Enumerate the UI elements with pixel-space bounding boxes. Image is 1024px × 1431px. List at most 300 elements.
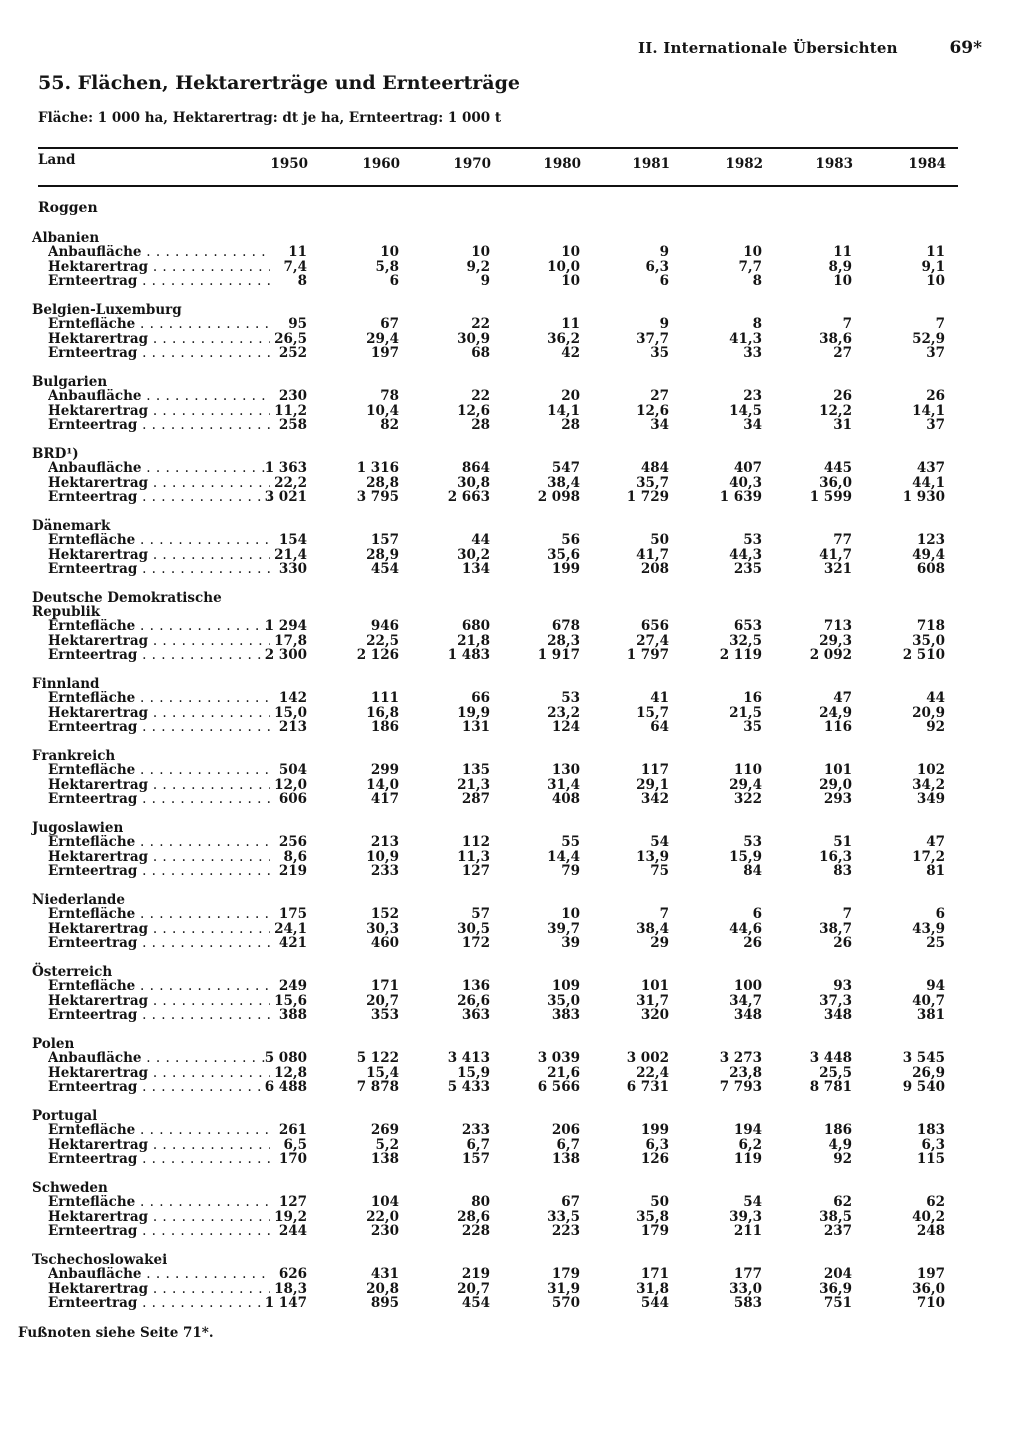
table-cell: 504 (278, 762, 307, 778)
table-cell: 2 098 (537, 489, 580, 505)
table-cell: 38,6 (819, 330, 852, 347)
table-cell: 230 (370, 1223, 399, 1239)
table-cell: 10 (380, 244, 399, 260)
table-cell: 11,3 (457, 848, 490, 865)
table-cell: 9 (480, 273, 490, 289)
table-cell: 38,5 (819, 1208, 852, 1225)
table-row (22, 389, 972, 404)
row-label: Hektarertrag . . . (48, 778, 270, 793)
country-name: Albanien (32, 230, 100, 246)
country-rows (22, 763, 972, 807)
table-cell: 287 (461, 791, 490, 807)
table-cell: 1 639 (719, 489, 762, 505)
table-cell: 136 (461, 978, 490, 994)
table-cell: 230 (278, 388, 307, 404)
table-cell: 20,7 (366, 992, 399, 1009)
table-cell: 29,0 (819, 776, 852, 793)
table-cell: 53 (743, 532, 762, 548)
table-cell: 17,8 (274, 632, 307, 649)
table-cell: 38,7 (819, 920, 852, 937)
table-cell: 186 (823, 1122, 852, 1138)
table-cell: 26 (743, 935, 762, 951)
table-cell: 130 (551, 762, 580, 778)
table-cell: 27,4 (636, 632, 669, 649)
table-cell: 33 (743, 345, 762, 361)
table-cell: 7,4 (283, 258, 307, 275)
row-label: Hektarertrag . . . (48, 476, 270, 491)
table-cell: 30,2 (457, 546, 490, 563)
table-cell: 44,1 (912, 474, 945, 491)
table-row (22, 476, 972, 491)
table-row (22, 1123, 972, 1138)
country-block (22, 677, 972, 749)
table-cell: 206 (551, 1122, 580, 1138)
table-cell: 3 545 (902, 1050, 945, 1066)
table-cell: 44 (926, 690, 945, 706)
table-cell: 152 (370, 906, 399, 922)
table-row (22, 332, 972, 347)
table-cell: 233 (370, 863, 399, 879)
table-cell: 12,0 (274, 776, 307, 793)
table-cell: 454 (461, 1295, 490, 1311)
row-label: Ernteertrag . . . (48, 1224, 270, 1239)
table-cell: 348 (733, 1007, 762, 1023)
table-row (22, 461, 972, 476)
row-label: Ernteertrag . . . (48, 720, 270, 735)
row-label: Ernteertrag . . . (48, 936, 270, 951)
table-cell: 21,6 (547, 1064, 580, 1081)
row-label: Erntefläche . . . (48, 619, 270, 634)
table-cell: 43,9 (912, 920, 945, 937)
table-cell: 33,5 (547, 1208, 580, 1225)
table-cell: 40,3 (729, 474, 762, 491)
table-cell: 177 (733, 1266, 762, 1282)
row-label: Ernteertrag . . . (48, 792, 270, 807)
table-cell: 131 (461, 719, 490, 735)
table-cell: 52,9 (912, 330, 945, 347)
table-row (22, 864, 972, 879)
country-block (22, 749, 972, 821)
crop-heading: Roggen (38, 200, 98, 216)
table-cell: 22,5 (366, 632, 399, 649)
table-cell: 39 (561, 935, 580, 951)
table-cell: 219 (278, 863, 307, 879)
table-cell: 56 (561, 532, 580, 548)
table-cell: 10 (561, 906, 580, 922)
table-cell: 10 (561, 244, 580, 260)
table-cell: 204 (823, 1266, 852, 1282)
table-cell: 44,6 (729, 920, 762, 937)
table-cell: 127 (278, 1194, 307, 1210)
table-cell: 135 (461, 762, 490, 778)
table-cell: 547 (551, 460, 580, 476)
country-name: Tschechoslowakei (32, 1252, 168, 1268)
table-cell: 13,9 (636, 848, 669, 865)
table-cell: 678 (551, 618, 580, 634)
table-cell: 36,2 (547, 330, 580, 347)
table-cell: 29,4 (729, 776, 762, 793)
table-row (22, 648, 972, 663)
table-cell: 30,9 (457, 330, 490, 347)
table-cell: 10 (561, 273, 580, 289)
table-cell: 12,6 (636, 402, 669, 419)
table-cell: 320 (640, 1007, 669, 1023)
row-label: Ernteertrag . . . (48, 648, 270, 663)
row-label: Erntefläche . . . (48, 835, 270, 850)
country-block (22, 1181, 972, 1253)
row-label: Ernteertrag . . . (48, 1008, 270, 1023)
table-cell: 6,7 (466, 1136, 490, 1153)
country-block (22, 965, 972, 1037)
table-cell: 15,0 (274, 704, 307, 721)
table-title: 55. Flächen, Hektarerträge und Ernteerträge (38, 72, 520, 94)
table-cell: 3 002 (626, 1050, 669, 1066)
table-cell: 24,1 (274, 920, 307, 937)
table-cell: 6 488 (264, 1079, 307, 1095)
table-cell: 64 (650, 719, 669, 735)
country-block (22, 1037, 972, 1109)
table-cell: 28 (471, 417, 490, 433)
country-rows (22, 835, 972, 879)
table-cell: 6 731 (626, 1079, 669, 1095)
table-row (22, 562, 972, 577)
table-row (22, 533, 972, 548)
table-cell: 14,4 (547, 848, 580, 865)
table-cell: 6,7 (556, 1136, 580, 1153)
table-cell: 14,5 (729, 402, 762, 419)
table-cell: 14,1 (912, 402, 945, 419)
table-cell: 35 (743, 719, 762, 735)
table-cell: 321 (823, 561, 852, 577)
table-cell: 34,7 (729, 992, 762, 1009)
table-cell: 349 (916, 791, 945, 807)
table-cell: 342 (640, 791, 669, 807)
row-label: Erntefläche . . . (48, 1195, 270, 1210)
table-cell: 41,3 (729, 330, 762, 347)
table-cell: 7 793 (719, 1079, 762, 1095)
table-cell: 1 797 (626, 647, 669, 663)
row-label: Hektarertrag . . . (48, 850, 270, 865)
country-rows (22, 461, 972, 505)
table-cell: 31,4 (547, 776, 580, 793)
table-cell: 3 448 (809, 1050, 852, 1066)
row-label: Anbaufläche . . . (48, 245, 270, 260)
table-cell: 20,9 (912, 704, 945, 721)
table-cell: 38,4 (636, 920, 669, 937)
table-cell: 1 147 (264, 1295, 307, 1311)
table-cell: 25 (926, 935, 945, 951)
country-block (22, 231, 972, 303)
table-cell: 77 (833, 532, 852, 548)
table-cell: 9 (659, 316, 669, 332)
table-cell: 21,4 (274, 546, 307, 563)
country-name: Niederlande (32, 892, 125, 908)
table-cell: 383 (551, 1007, 580, 1023)
table-cell: 68 (471, 345, 490, 361)
table-cell: 1 917 (537, 647, 580, 663)
country-block (22, 519, 972, 591)
table-cell: 36,0 (912, 1280, 945, 1297)
row-label: Erntefläche . . . (48, 317, 270, 332)
table-row (22, 317, 972, 332)
country-block (22, 447, 972, 519)
row-label: Hektarertrag . . . (48, 1066, 270, 1081)
table-cell: 8 (297, 273, 307, 289)
table-cell: 9 540 (902, 1079, 945, 1095)
table-cell: 21,3 (457, 776, 490, 793)
table-cell: 36,0 (819, 474, 852, 491)
table-cell: 4,9 (828, 1136, 852, 1153)
table-cell: 34,2 (912, 776, 945, 793)
table-cell: 44 (471, 532, 490, 548)
table-cell: 28,6 (457, 1208, 490, 1225)
table-cell: 53 (743, 834, 762, 850)
table-cell: 16,8 (366, 704, 399, 721)
country-block (22, 375, 972, 447)
table-cell: 6,5 (283, 1136, 307, 1153)
table-cell: 19,9 (457, 704, 490, 721)
table-cell: 1 599 (809, 489, 852, 505)
table-row (22, 706, 972, 721)
table-row (22, 850, 972, 865)
table-cell: 36,9 (819, 1280, 852, 1297)
table-cell: 6,2 (738, 1136, 762, 1153)
table-cell: 8 781 (809, 1079, 852, 1095)
table-cell: 24,9 (819, 704, 852, 721)
table-cell: 353 (370, 1007, 399, 1023)
table-cell: 157 (461, 1151, 490, 1167)
table-cell: 37 (926, 417, 945, 433)
table-cell: 28 (561, 417, 580, 433)
country-rows (22, 1195, 972, 1239)
table-cell: 237 (823, 1223, 852, 1239)
table-cell: 445 (823, 460, 852, 476)
table-cell: 26,9 (912, 1064, 945, 1081)
country-name: BRD¹) (32, 446, 79, 462)
country-rows (22, 389, 972, 433)
table-cell: 62 (926, 1194, 945, 1210)
column-header-year: 1980 (543, 156, 581, 172)
table-cell: 111 (370, 690, 399, 706)
table-cell: 6,3 (645, 1136, 669, 1153)
table-cell: 41,7 (636, 546, 669, 563)
table-row (22, 1080, 972, 1095)
table-cell: 11 (926, 244, 945, 260)
table-cell: 322 (733, 791, 762, 807)
table-cell: 3 021 (264, 489, 307, 505)
row-label: Ernteertrag . . . (48, 418, 270, 433)
country-name: Frankreich (32, 748, 116, 764)
row-label: Erntefläche . . . (48, 691, 270, 706)
table-cell: 11 (561, 316, 580, 332)
table-cell: 710 (916, 1295, 945, 1311)
table-cell: 653 (733, 618, 762, 634)
table-cell: 233 (461, 1122, 490, 1138)
table-row (22, 763, 972, 778)
table-cell: 124 (551, 719, 580, 735)
table-cell: 8 (752, 273, 762, 289)
table-cell: 946 (370, 618, 399, 634)
row-label: Anbaufläche . . . (48, 1051, 270, 1066)
table-row (22, 245, 972, 260)
table-cell: 154 (278, 532, 307, 548)
row-label: Erntefläche . . . (48, 533, 270, 548)
country-block (22, 303, 972, 375)
table-cell: 37,3 (819, 992, 852, 1009)
table-cell: 199 (551, 561, 580, 577)
table-cell: 30,3 (366, 920, 399, 937)
table-cell: 269 (370, 1122, 399, 1138)
table-row (22, 835, 972, 850)
table-cell: 57 (471, 906, 490, 922)
table-cell: 39,3 (729, 1208, 762, 1225)
table-row (22, 1267, 972, 1282)
table-row (22, 260, 972, 275)
table-cell: 49,4 (912, 546, 945, 563)
table-cell: 23,2 (547, 704, 580, 721)
table-row (22, 720, 972, 735)
table-cell: 2 126 (356, 647, 399, 663)
table-cell: 67 (561, 1194, 580, 1210)
table-cell: 172 (461, 935, 490, 951)
table-row (22, 404, 972, 419)
row-label: Hektarertrag . . . (48, 634, 270, 649)
table-cell: 194 (733, 1122, 762, 1138)
table-cell: 26,5 (274, 330, 307, 347)
table-cell: 388 (278, 1007, 307, 1023)
country-rows (22, 907, 972, 951)
table-cell: 6 566 (537, 1079, 580, 1095)
table-cell: 29,3 (819, 632, 852, 649)
table-cell: 10 (471, 244, 490, 260)
table-cell: 20,8 (366, 1280, 399, 1297)
table-cell: 157 (370, 532, 399, 548)
table-cell: 421 (278, 935, 307, 951)
table-cell: 199 (640, 1122, 669, 1138)
table-cell: 408 (551, 791, 580, 807)
table-cell: 94 (926, 978, 945, 994)
table-cell: 7 878 (356, 1079, 399, 1095)
country-name: Dänemark (32, 518, 111, 534)
table-cell: 31,9 (547, 1280, 580, 1297)
table-cell: 175 (278, 906, 307, 922)
table-cell: 16,3 (819, 848, 852, 865)
table-cell: 293 (823, 791, 852, 807)
table-cell: 35,7 (636, 474, 669, 491)
table-row (22, 1210, 972, 1225)
table-cell: 1 294 (264, 618, 307, 634)
table-cell: 7 (842, 906, 852, 922)
table-cell: 197 (370, 345, 399, 361)
table-cell: 32,5 (729, 632, 762, 649)
column-header-year: 1984 (908, 156, 946, 172)
table-cell: 17,2 (912, 848, 945, 865)
row-label: Anbaufläche . . . (48, 1267, 270, 1282)
table-cell: 27 (650, 388, 669, 404)
table-cell: 656 (640, 618, 669, 634)
table-cell: 1 316 (356, 460, 399, 476)
column-header-year: 1970 (453, 156, 491, 172)
table-row (22, 792, 972, 807)
table-cell: 7,7 (738, 258, 762, 275)
table-cell: 78 (380, 388, 399, 404)
table-cell: 35 (650, 345, 669, 361)
table-units: Fläche: 1 000 ha, Hektarertrag: dt je ha, Ernteertrag: 1 000 t (38, 110, 502, 126)
table-cell: 14,1 (547, 402, 580, 419)
table-cell: 15,6 (274, 992, 307, 1009)
table-cell: 80 (471, 1194, 490, 1210)
table-row (22, 1138, 972, 1153)
table-cell: 22,4 (636, 1064, 669, 1081)
table-cell: 2 663 (447, 489, 490, 505)
table-cell: 50 (650, 532, 669, 548)
table-cell: 718 (916, 618, 945, 634)
row-label: Hektarertrag . . . (48, 332, 270, 347)
table-cell: 363 (461, 1007, 490, 1023)
table-cell: 41 (650, 690, 669, 706)
table-cell: 38,4 (547, 474, 580, 491)
table-cell: 6 (935, 906, 945, 922)
table-cell: 258 (278, 417, 307, 433)
row-label: Hektarertrag . . . (48, 1210, 270, 1225)
row-label: Erntefläche . . . (48, 979, 270, 994)
table-row (22, 346, 972, 361)
table-cell: 112 (461, 834, 490, 850)
table-cell: 299 (370, 762, 399, 778)
row-label: Anbaufläche . . . (48, 389, 270, 404)
table-cell: 47 (833, 690, 852, 706)
table-cell: 10,0 (547, 258, 580, 275)
table-cell: 179 (551, 1266, 580, 1282)
column-header-year: 1960 (362, 156, 400, 172)
table-cell: 5,2 (375, 1136, 399, 1153)
table-cell: 47 (926, 834, 945, 850)
country-rows (22, 619, 972, 663)
table-cell: 28,8 (366, 474, 399, 491)
country-name: Finnland (32, 676, 100, 692)
table-cell: 40,7 (912, 992, 945, 1009)
table-cell: 484 (640, 460, 669, 476)
row-label: Hektarertrag . . . (48, 548, 270, 563)
table-cell: 8 (752, 316, 762, 332)
table-cell: 2 510 (902, 647, 945, 663)
table-cell: 119 (733, 1151, 762, 1167)
table-cell: 22,0 (366, 1208, 399, 1225)
country-name: Belgien-Luxemburg (32, 302, 182, 318)
table-row (22, 994, 972, 1009)
table-cell: 12,8 (274, 1064, 307, 1081)
table-cell: 26 (833, 935, 852, 951)
table-row (22, 979, 972, 994)
row-label: Ernteertrag . . . (48, 1152, 270, 1167)
column-header-year: 1982 (725, 156, 763, 172)
table-cell: 454 (370, 561, 399, 577)
table-cell: 62 (833, 1194, 852, 1210)
table-cell: 35,0 (547, 992, 580, 1009)
row-label: Erntefläche . . . (48, 763, 270, 778)
row-label: Hektarertrag . . . (48, 404, 270, 419)
table-cell: 100 (733, 978, 762, 994)
table-cell: 583 (733, 1295, 762, 1311)
table-cell: 138 (551, 1151, 580, 1167)
table-cell: 544 (640, 1295, 669, 1311)
table-cell: 219 (461, 1266, 490, 1282)
row-label: Hektarertrag . . . (48, 922, 270, 937)
table-row (22, 1296, 972, 1311)
row-label: Hektarertrag . . . (48, 1282, 270, 1297)
table-cell: 101 (823, 762, 852, 778)
table-cell: 9 (659, 244, 669, 260)
